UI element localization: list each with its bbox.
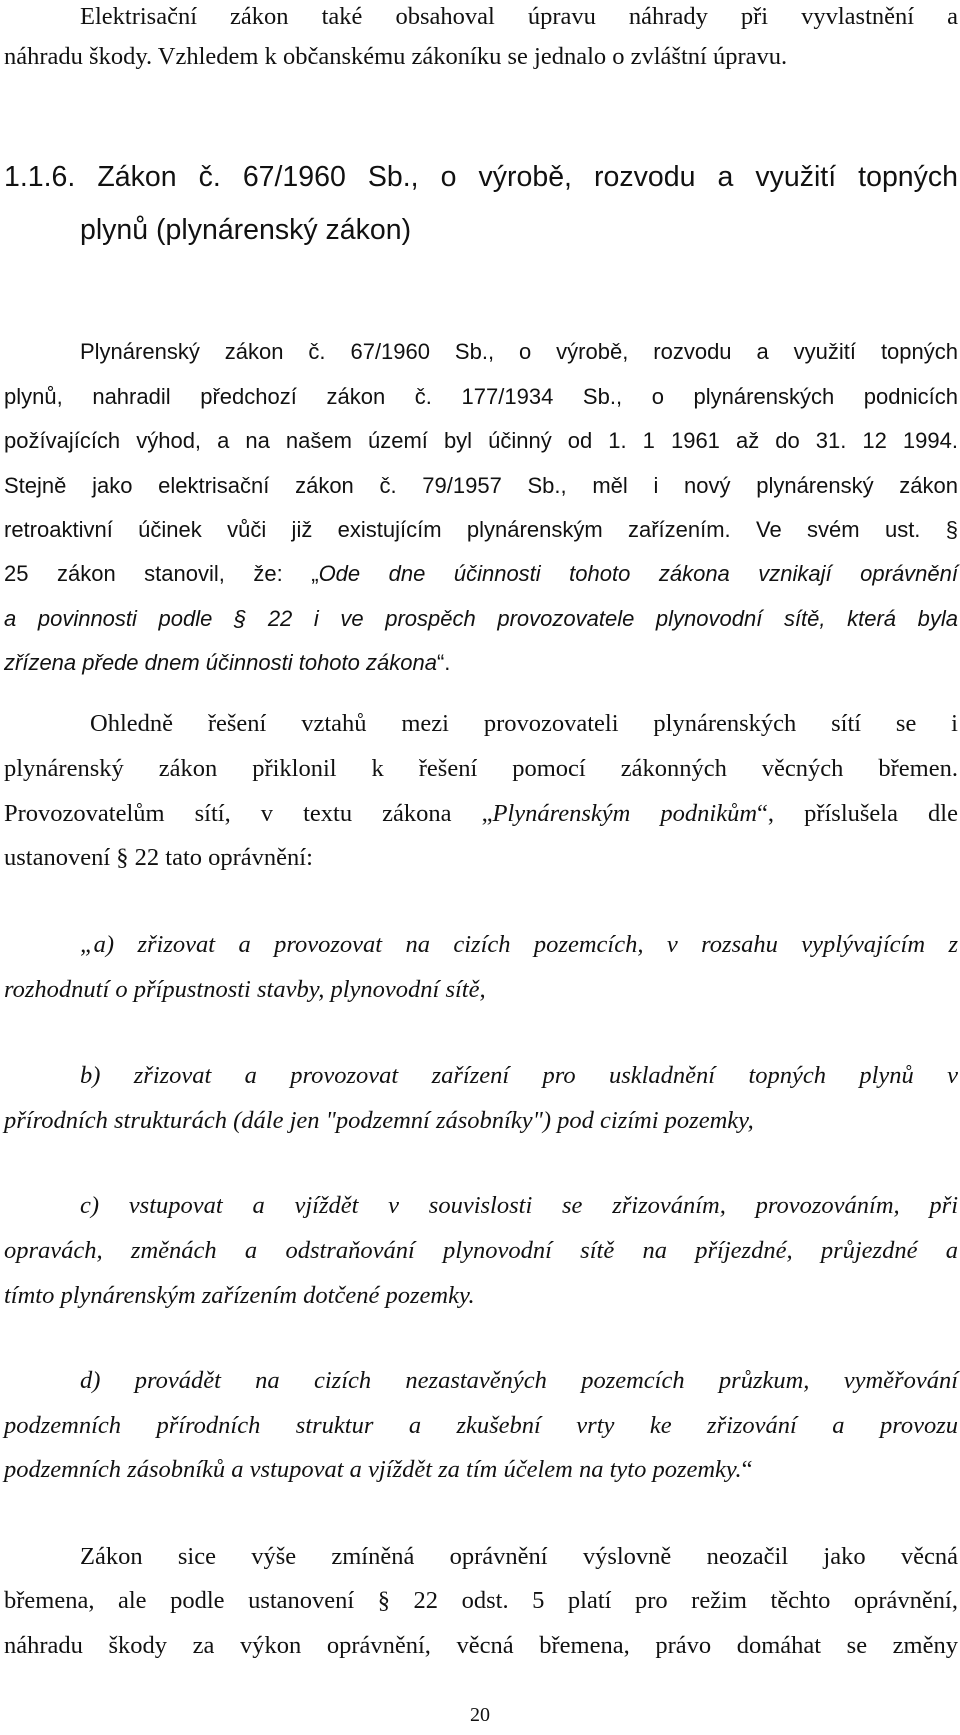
item-c-line-1 [80, 1191, 958, 1221]
item-d-quote-close: “ [741, 1456, 753, 1483]
item-c-line-2 [4, 1236, 958, 1266]
item-a-line-1 [80, 930, 958, 960]
item-c-text-3: tímto plynárenským zařízením dotčené pozemky. [4, 1282, 475, 1309]
gas-para-line-7 [4, 604, 958, 634]
item-b-text-1: b) zřizovat a provozovat zařízení pro uskladnění topných plynů v [80, 1062, 958, 1089]
item-d-line-3 [4, 1455, 958, 1485]
gas-para-line-6-start: 25 zákon stanovil, že: „ [4, 561, 319, 586]
section-heading-line-1: 1.1.6. Zákon č. 67/1960 Sb., o výrobě, rozvodu a využití topných [4, 161, 958, 193]
relations-italic: Plynárenským podnikům [492, 800, 758, 827]
item-b-line-1 [80, 1061, 958, 1091]
quote-italic-1: Ode dne účinnosti tohoto zákona vznikají oprávnění [318, 561, 958, 586]
final-para-line-2: břemena, ale podle ustanovení § 22 odst. 5 platí pro režim těchto oprávnění, [4, 1587, 958, 1614]
gas-para-line-1: Plynárenský zákon č. 67/1960 Sb., o výrobě, rozvodu a využití topných [80, 339, 958, 364]
item-b-line-2 [4, 1106, 958, 1136]
relations-line-1: Ohledně řešení vztahů mezi provozovateli plynárenských sítí se i [90, 710, 958, 737]
item-d-text-3: podzemních zásobníků a vstupovat a vjíždět za tím účelem na tyto pozemky. [4, 1456, 742, 1483]
item-a-text-2: rozhodnutí o přípustnosti stavby, plynovodní sítě, [4, 976, 486, 1003]
final-para-line-3: náhradu škody za výkon oprávnění, věcná břemena, právo domáhat se změny [4, 1632, 958, 1659]
relations-line-3-start: Provozovatelům sítí, v textu zákona „ [4, 800, 493, 827]
relations-line-3-end: “, příslušela dle [757, 800, 958, 827]
gas-para-line-3: požívajících výhod, a na našem území byl účinný od 1. 1 1961 až do 31. 12 1994. [4, 428, 958, 453]
intro-line-1: Elektrisační zákon také obsahoval úpravu náhrady při vyvlastnění a [80, 3, 958, 30]
gas-para-line-2: plynů, nahradil předchozí zákon č. 177/1934 Sb., o plynárenských podnicích [4, 384, 958, 409]
final-para-line-1: Zákon sice výše zmíněná oprávnění výslovně neozačil jako věcná [80, 1543, 958, 1570]
gas-para-line-4: Stejně jako elektrisační zákon č. 79/1957 Sb., měl i nový plynárenský zákon [4, 473, 958, 498]
relations-line-2: plynárenský zákon přiklonil k řešení pomocí zákonných věcných břemen. [4, 755, 958, 782]
gas-para-line-5: retroaktivní účinek vůči již existujícím plynárenským zařízením. Ve svém ust. § [4, 517, 958, 542]
item-d-line-2 [4, 1411, 958, 1441]
item-c-text-2: opravách, změnách a odstraňování plynovodní sítě na příjezdné, průjezdné a [4, 1237, 958, 1264]
gas-para-line-6 [4, 559, 958, 589]
quote-italic-2b: § 22 i ve prospěch provozovatele plynovodní sítě, která byla [233, 606, 959, 631]
item-b-text-2: přírodních strukturách (dále jen "podzemní zásobníky") pod cizími pozemky, [4, 1107, 754, 1134]
section-heading-line-2: plynů (plynárenský zákon) [80, 214, 412, 246]
item-a-text-1: „a) zřizovat a provozovat na cizích pozemcích, v rozsahu vyplývajícím z [80, 931, 958, 958]
item-d-text-1: d) provádět na cizích nezastavěných pozemcích průzkum, vyměřování [80, 1367, 958, 1394]
relations-line-3 [4, 799, 958, 829]
quote-italic-2a: a povinnosti podle [4, 606, 234, 631]
page-number: 20 [470, 1704, 490, 1726]
item-a-line-2 [4, 975, 958, 1005]
intro-line-2: náhradu škody. Vzhledem k občanskému zákoníku se jednalo o zvláštní úpravu. [4, 43, 788, 70]
item-d-line-1 [80, 1366, 958, 1396]
item-c-text-1: c) vstupovat a vjíždět v souvislosti se zřizováním, provozováním, při [80, 1192, 958, 1219]
relations-line-4: ustanovení § 22 tato oprávnění: [4, 844, 313, 871]
item-d-text-2: podzemních přírodních struktur a zkušební vrty ke zřizování a provozu [4, 1412, 958, 1439]
gas-para-line-8 [4, 648, 958, 678]
quote-close: “. [436, 650, 451, 675]
quote-italic-3: zřízena přede dnem účinnosti tohoto zákona [4, 650, 437, 675]
item-c-line-3 [4, 1281, 958, 1311]
